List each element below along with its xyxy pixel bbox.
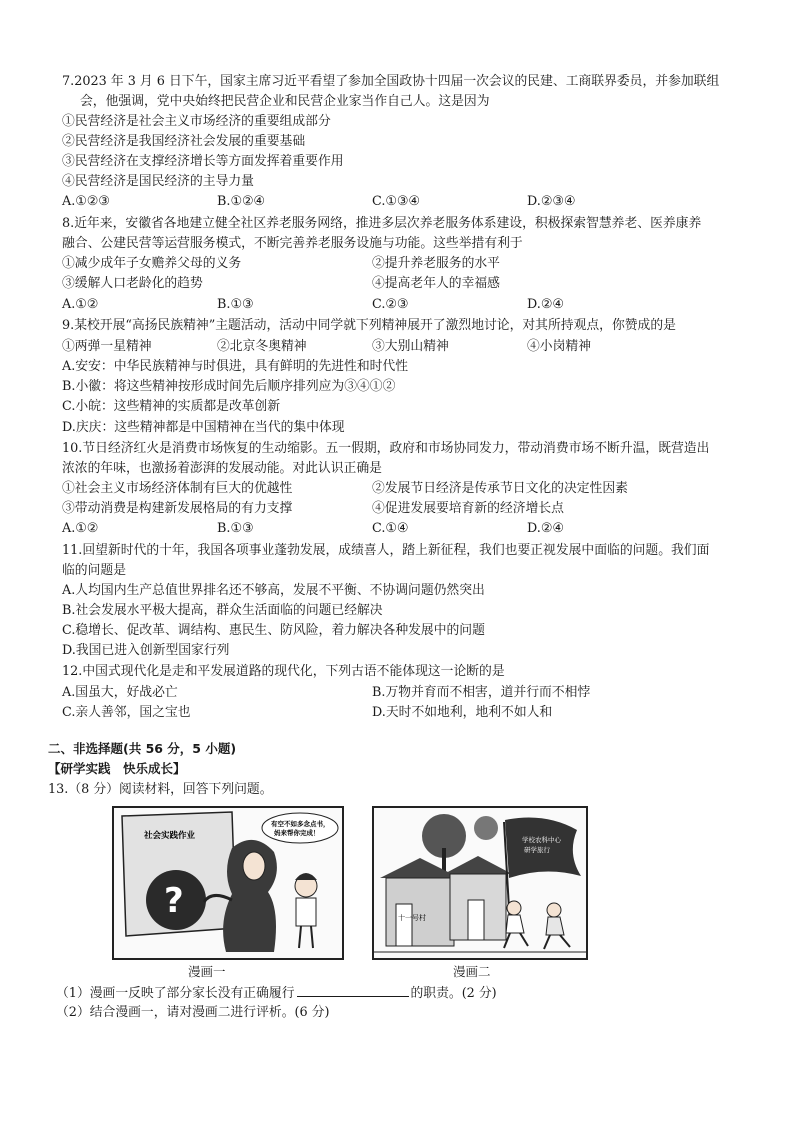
- q10-statement-1: ①社会主义市场经济体制有巨大的优越性: [62, 481, 293, 496]
- q12-options-row1: [62, 683, 762, 703]
- q13-sub2: （2）结合漫画一，请对漫画二进行评析。(6 分): [56, 1005, 330, 1020]
- q10-statement-3: ③带动消费是构建新发展格局的有力支撑: [62, 501, 293, 516]
- flag-text-line1: 学校农科中心: [522, 836, 561, 844]
- q7-statement-3: ③民营经济在支撑经济增长等方面发挥着重要作用: [62, 154, 344, 169]
- house-roof-right: [444, 856, 512, 874]
- q10-statement-4: ④促进发展要培育新的经济增长点: [372, 501, 564, 516]
- section2-title: 二、非选择题(共 56 分，5 小题): [48, 741, 237, 756]
- child-leg-left: [299, 926, 301, 948]
- q7-options: [62, 192, 762, 212]
- q8-statement-4: ④提高老年人的幸福感: [372, 276, 500, 291]
- q7-option-c: C.①③④: [372, 194, 420, 209]
- cartoon-two: [372, 806, 588, 960]
- q7-option-b: B.①②④: [217, 194, 265, 209]
- house-roof-left: [380, 858, 460, 878]
- q8-options: [62, 295, 762, 315]
- q8-stem-line1: 8.近年来，安徽省各地建立健全社区养老服务网络，推进多层次养老服务体系建设，积极探索智慧养老、医养康养: [62, 216, 702, 231]
- speech-bubble-line1: 有空不如多念点书，: [271, 820, 330, 828]
- q7-statement-1: ①民营经济是社会主义市场经济的重要组成部分: [62, 114, 331, 129]
- q9-option-d: D.庆庆：这些精神都是中国精神在当代的集中体现: [62, 420, 345, 435]
- q10-option-a: A.①②: [62, 521, 99, 536]
- q12-option-a: A.国虽大，好战必亡: [62, 685, 178, 700]
- child-leg-right: [311, 926, 313, 948]
- flag-text-line2: 研学旅行: [524, 846, 550, 854]
- child-body: [296, 898, 316, 926]
- q8-option-a: A.①②: [62, 297, 99, 312]
- q10-stem-line2: 浓浓的年味，也激扬着澎湃的发展动能。对此认识正确是: [62, 461, 382, 476]
- q9-spirit-1: ①两弹一星精神: [62, 339, 152, 354]
- child-hair: [295, 873, 317, 880]
- q13-sub1: [56, 983, 756, 1004]
- cartoon-two-drawing: [374, 808, 586, 958]
- q11-option-b: B.社会发展水平极大提高，群众生活面临的问题已经解决: [62, 603, 383, 618]
- q9-spirit-3: ③大别山精神: [372, 339, 449, 354]
- q11-stem-line1: 11.回望新时代的十年，我国各项事业蓬勃发展，成绩喜人，踏上新征程，我们也要正视发展中面临的问题。我们面: [62, 543, 710, 558]
- house-door-left: [396, 904, 412, 946]
- q10-option-d: D.②④: [527, 521, 564, 536]
- q10-stem-line1: 10.节日经济红火是消费市场恢复的生动缩影。五一假期，政府和市场协同发力，带动消费市场不断升温，既营造出: [62, 441, 710, 456]
- q11-option-d: D.我国已进入创新型国家行列: [62, 643, 230, 658]
- q11-option-a: A.人均国内生产总值世界排名还不够高，发展不平衡、不协调问题仍然突出: [62, 583, 485, 598]
- q8-stem-line2: 融合、公建民营等运营服务模式，不断完善养老服务设施与功能。这些举措有利于: [62, 236, 523, 251]
- q10-statements-row1: [62, 479, 762, 499]
- cartoon-one-caption: 漫画一: [188, 964, 226, 979]
- q8-option-b: B.①③: [217, 297, 254, 312]
- speech-bubble-line2: 妈来帮你完成！: [274, 829, 320, 837]
- q9-spirit-2: ②北京冬奥精神: [217, 339, 307, 354]
- q10-statements-row2: [62, 499, 762, 519]
- q8-statements-row1: [62, 254, 762, 274]
- house-door-right: [468, 900, 484, 940]
- q13-sub1-before: （1）漫画一反映了部分家长没有正确履行: [56, 986, 295, 1001]
- q8-statement-3: ③缓解人口老龄化的趋势: [62, 276, 203, 291]
- student-one-body: [506, 915, 524, 933]
- q8-statement-2: ②提升养老服务的水平: [372, 256, 500, 271]
- cartoon-two-caption: 漫画二: [453, 964, 491, 979]
- student-two-leg-2: [560, 935, 570, 947]
- q7-option-d: D.②③④: [527, 194, 576, 209]
- q10-options: [62, 519, 762, 539]
- q9-spirits: [62, 337, 762, 357]
- q7-statement-2: ②民营经济是我国经济社会发展的重要基础: [62, 134, 306, 149]
- q7-stem-line1: 7.2023 年 3 月 6 日下午，国家主席习近平看望了参加全国政协十四届一次会议的民建、工商联界委员，并参加联组: [62, 74, 720, 89]
- q10-option-c: C.①④: [372, 521, 409, 536]
- q7-stem-line2: 会，他强调，党中央始终把民营企业和民营企业家当作自己人。这是因为: [80, 94, 490, 109]
- question-mark-icon: ?: [164, 881, 184, 921]
- q13-stem: 13.（8 分）阅读材料，回答下列问题。: [48, 782, 273, 797]
- q11-option-c: C.稳增长、促改革、调结构、惠民生、防风险，着力解决各种发展中的问题: [62, 623, 485, 638]
- cartoon-one-drawing: [114, 808, 342, 958]
- student-two-leg: [544, 935, 550, 949]
- mother-face: [243, 852, 265, 880]
- q13-sub1-after: 的职责。(2 分): [410, 986, 497, 1001]
- q11-stem-line2: 临的问题是: [62, 563, 126, 578]
- answer-blank[interactable]: [297, 983, 409, 997]
- student-two-face: [547, 903, 561, 917]
- q9-spirit-4: ④小岗精神: [527, 339, 591, 354]
- student-one-face: [507, 901, 521, 915]
- q7-statement-4: ④民营经济是国民经济的主导力量: [62, 174, 254, 189]
- q8-statements-row2: [62, 274, 762, 294]
- q7-option-a: A.①②③: [62, 194, 110, 209]
- speech-bubble: [262, 813, 338, 843]
- q9-option-c: C.小皖：这些精神的实质都是改革创新: [62, 399, 281, 414]
- q12-options-row2: [62, 703, 762, 723]
- q10-statement-2: ②发展节日经济是传承节日文化的决定性因素: [372, 481, 628, 496]
- q8-option-c: C.②③: [372, 297, 409, 312]
- q12-option-c: C.亲人善邻，国之宝也: [62, 705, 191, 720]
- student-one-leg-2: [520, 933, 528, 946]
- q9-option-b: B.小徽：将这些精神按形成时间先后顺序排列应为③④①②: [62, 379, 396, 394]
- q12-option-b: B.万物并育而不相害，道并行而不相悖: [372, 685, 591, 700]
- q9-option-a: A.安安：中华民族精神与时俱进，具有鲜明的先进性和时代性: [62, 359, 409, 374]
- q8-option-d: D.②④: [527, 297, 564, 312]
- student-two-body: [546, 917, 564, 935]
- q12-option-d: D.天时不如地利，地利不如人和: [372, 705, 553, 720]
- q10-option-b: B.①③: [217, 521, 254, 536]
- q9-stem: 9.某校开展“高扬民族精神”主题活动，活动中同学就下列精神展开了激烈地讨论，对其所持观点，你赞成的是: [62, 318, 676, 333]
- cartoon-one: [112, 806, 344, 960]
- house-sign: 十一号村: [398, 914, 426, 922]
- tree-crown-small: [474, 816, 498, 840]
- homework-paper-label: 社会实践作业: [144, 831, 196, 841]
- q8-statement-1: ①减少成年子女赡养父母的义务: [62, 256, 242, 271]
- q12-stem: 12.中国式现代化是走和平发展道路的现代化，下列古语不能体现这一论断的是: [62, 664, 505, 679]
- section2-subtitle: 【研学实践 快乐成长】: [48, 761, 186, 776]
